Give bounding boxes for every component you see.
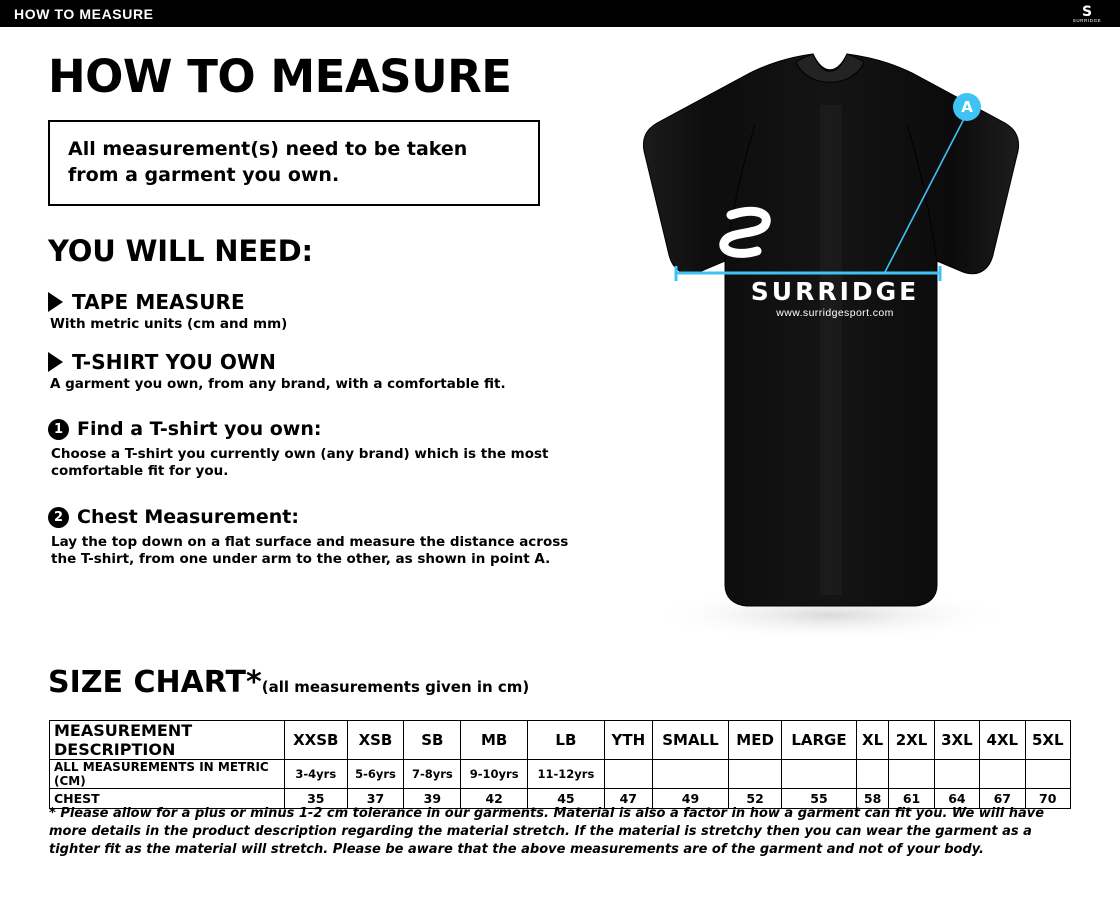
table-row [50, 760, 1071, 789]
column-header: 3XL [934, 721, 979, 760]
column-header: LB [528, 721, 605, 760]
cell: 11-12yrs [528, 760, 605, 789]
tshirt-illustration [585, 45, 1085, 655]
cell: 64 [934, 789, 979, 809]
need-title: T-SHIRT YOU OWN [72, 350, 276, 374]
cell: 5-6yrs [347, 760, 404, 789]
tshirt-svg [585, 45, 1085, 655]
cell: 3-4yrs [285, 760, 348, 789]
callout-text: All measurement(s) need to be taken from a garment you own. [68, 138, 468, 186]
need-item-tape-measure [48, 290, 578, 332]
footnote-text: * Please allow for a plus or minus 1-2 cm tolerance in our garments. Material is also a factor in how a garment can fit you. We will have more details in the product description regarding the material stretch. If the material is stretchy then you can wear the garment as a tighter fit as the material will stretch. Please be aware that the above measurements are of the garment and not of your body. [49, 806, 1045, 857]
cell [604, 760, 652, 789]
size-chart-table [49, 720, 1071, 809]
callout-label-a: A [953, 93, 981, 121]
cell [1025, 760, 1071, 789]
cell: 52 [729, 789, 782, 809]
cell: 39 [404, 789, 461, 809]
need-item-tshirt [48, 350, 578, 392]
cell [729, 760, 782, 789]
page-title: HOW TO MEASURE [48, 50, 512, 103]
cell: 49 [652, 789, 728, 809]
step-2 [48, 506, 578, 568]
column-header: MB [461, 721, 528, 760]
need-title: TAPE MEASURE [72, 290, 245, 314]
column-header: MED [729, 721, 782, 760]
top-bar-title: HOW TO MEASURE [14, 6, 154, 22]
need-subtitle: With metric units (cm and mm) [50, 316, 288, 332]
top-bar [0, 0, 1120, 27]
step-number-badge: 2 [48, 507, 69, 528]
triangle-bullet-icon [48, 292, 63, 312]
row-label: ALL MEASUREMENTS IN METRIC (CM) [50, 760, 285, 789]
cell: 35 [285, 789, 348, 809]
triangle-bullet-icon [48, 352, 63, 372]
shirt-brand-name: SURRIDGE [750, 277, 920, 306]
column-header: 5XL [1025, 721, 1071, 760]
cell: 7-8yrs [404, 760, 461, 789]
column-header: LARGE [782, 721, 857, 760]
step-1 [48, 418, 578, 480]
cell: 67 [980, 789, 1025, 809]
cell [652, 760, 728, 789]
brand-logo [1064, 2, 1110, 26]
size-chart-heading [48, 665, 529, 700]
step-title: Find a T-shirt you own: [77, 418, 322, 440]
step-title: Chest Measurement: [77, 506, 299, 528]
cell [934, 760, 979, 789]
you-will-need-heading: YOU WILL NEED: [48, 234, 313, 268]
cell [856, 760, 888, 789]
column-header: XXSB [285, 721, 348, 760]
cell [889, 760, 934, 789]
column-header: XL [856, 721, 888, 760]
cell: 61 [889, 789, 934, 809]
size-chart-note: (all measurements given in cm) [261, 678, 530, 696]
cell: 55 [782, 789, 857, 809]
column-header: SMALL [652, 721, 728, 760]
need-subtitle: A garment you own, from any brand, with a comfortable fit. [50, 376, 506, 392]
cell: 70 [1025, 789, 1071, 809]
cell: 47 [604, 789, 652, 809]
step-number-badge: 1 [48, 419, 69, 440]
column-header: 2XL [889, 721, 934, 760]
column-header: XSB [347, 721, 404, 760]
table-header-row [50, 721, 1071, 760]
step-body: Lay the top down on a flat surface and measure the distance across the T-shirt, from one under arm to the other, as shown in point A. [51, 534, 569, 567]
cell [980, 760, 1025, 789]
row-label: CHEST [50, 789, 285, 809]
cell: 45 [528, 789, 605, 809]
cell: 37 [347, 789, 404, 809]
size-chart-title: SIZE CHART* [48, 665, 262, 700]
shirt-brand-url: www.surridgesport.com [776, 307, 894, 319]
brand-logo-mark: S [1081, 3, 1093, 20]
column-header: 4XL [980, 721, 1025, 760]
column-header: MEASUREMENT DESCRIPTION [50, 721, 285, 760]
cell [782, 760, 857, 789]
column-header: YTH [604, 721, 652, 760]
step-body: Choose a T-shirt you currently own (any brand) which is the most comfortable fit for you. [51, 446, 549, 479]
column-header: SB [404, 721, 461, 760]
cell: 42 [461, 789, 528, 809]
cell: 9-10yrs [461, 760, 528, 789]
callout-box [48, 120, 540, 206]
brand-logo-wordmark: SURRIDGE [1072, 17, 1102, 23]
instructions-column [48, 52, 578, 568]
cell: 58 [856, 789, 888, 809]
